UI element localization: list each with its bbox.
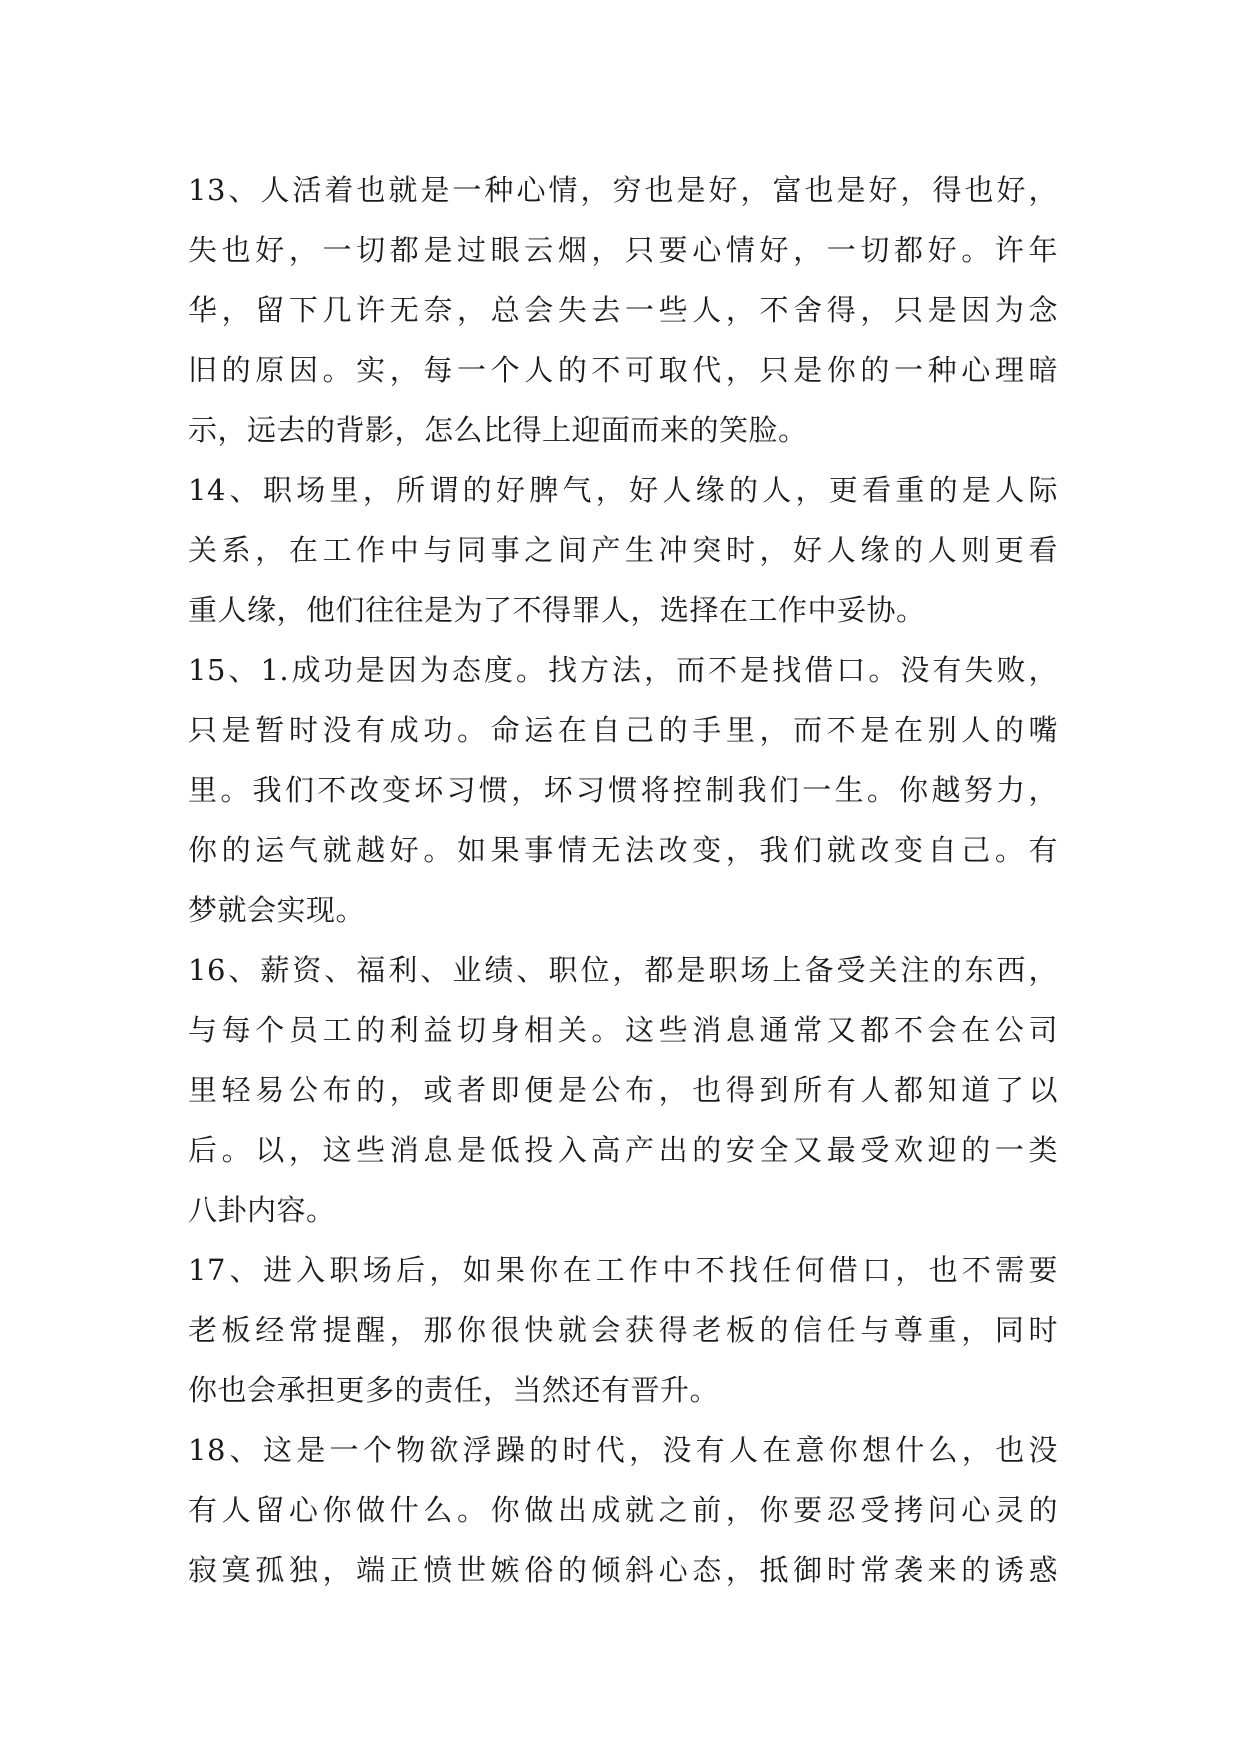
text-line: 你也会承担更多的责任，当然还有晋升。: [188, 1373, 720, 1407]
text-line: 与每个员工的利益切身相关。这些消息通常又都不会在公司: [188, 1013, 1058, 1047]
text-line: 旧的原因。实，每一个人的不可取代，只是你的一种心理暗: [188, 353, 1058, 387]
text-line: 有人留心你做什么。你做出成就之前，你要忍受拷问心灵的: [188, 1493, 1058, 1527]
text-line: 15、1.成功是因为态度。找方法，而不是找借口。没有失败，: [188, 653, 1058, 687]
text-line: 16、薪资、福利、业绩、职位，都是职场上备受关注的东西，: [188, 953, 1058, 987]
text-line: 梦就会实现。: [188, 893, 366, 927]
text-line: 你的运气就越好。如果事情无法改变，我们就改变自己。有: [188, 833, 1058, 867]
text-line: 17、进入职场后，如果你在工作中不找任何借口，也不需要: [188, 1253, 1058, 1287]
text-line: 八卦内容。: [188, 1193, 336, 1227]
text-line: 13、人活着也就是一种心情，穷也是好，富也是好，得也好，: [188, 173, 1058, 207]
text-line: 华，留下几许无奈，总会失去一些人，不舍得，只是因为念: [188, 293, 1058, 327]
text-line: 寂寞孤独，端正愤世嫉俗的倾斜心态，抵御时常袭来的诱惑: [188, 1553, 1058, 1587]
text-line: 失也好，一切都是过眼云烟，只要心情好，一切都好。许年: [188, 233, 1058, 267]
text-line: 老板经常提醒，那你很快就会获得老板的信任与尊重，同时: [188, 1313, 1058, 1347]
document-body: [188, 160, 1058, 1600]
text-line: 重人缘，他们往往是为了不得罪人，选择在工作中妥协。: [188, 593, 926, 627]
text-line: 后。以，这些消息是低投入高产出的安全又最受欢迎的一类: [188, 1133, 1058, 1167]
text-line: 里。我们不改变坏习惯，坏习惯将控制我们一生。你越努力，: [188, 773, 1058, 807]
text-line: 里轻易公布的，或者即便是公布，也得到所有人都知道了以: [188, 1073, 1058, 1107]
text-line: 只是暂时没有成功。命运在自己的手里，而不是在别人的嘴: [188, 713, 1058, 747]
text-line: 14、职场里，所谓的好脾气，好人缘的人，更看重的是人际: [188, 473, 1058, 507]
text-line: 示，远去的背影，怎么比得上迎面而来的笑脸。: [188, 413, 808, 447]
text-line: 18、这是一个物欲浮躁的时代，没有人在意你想什么，也没: [188, 1433, 1058, 1467]
text-line: 关系，在工作中与同事之间产生冲突时，好人缘的人则更看: [188, 533, 1058, 567]
